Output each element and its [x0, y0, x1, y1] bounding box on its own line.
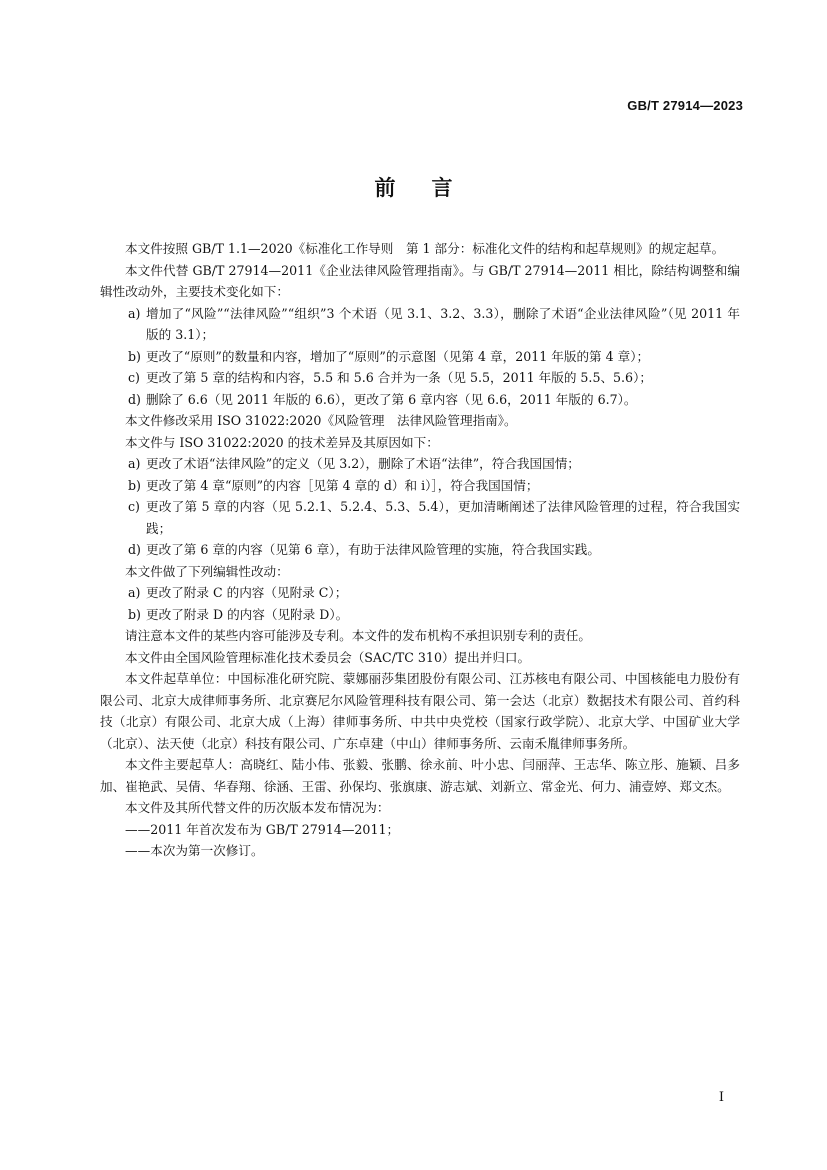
history-item: ——本次为第一次修订。 — [125, 843, 264, 858]
list-marker: c) — [128, 370, 140, 385]
list-item — [100, 346, 740, 368]
list-item-text: 更改了第 5 章的内容（见 5.2.1、5.2.4、5.3、5.4），更加清晰阐述了法律风险管理的过程，符合我国实践； — [146, 499, 740, 536]
list-item — [100, 496, 740, 539]
list-item-text: 更改了术语“法律风险”的定义（见 3.2），删除了术语“法律”，符合我国国情； — [146, 456, 580, 471]
paragraph-differences-intro: 本文件与 ISO 31022:2020 的技术差异及其原因如下： — [125, 434, 439, 450]
list-item-text: 更改了第 6 章的内容（见第 6 章），有助于法律风险管理的实施，符合我国实践。 — [146, 542, 600, 557]
list-item — [100, 453, 740, 475]
paragraph-editorial-intro: 本文件做了下列编辑性改动： — [125, 563, 289, 579]
list-marker: a) — [128, 456, 141, 471]
technical-differences-list — [100, 453, 740, 561]
foreword-body — [100, 238, 740, 862]
paragraph-drafting-units: 本文件起草单位：中国标准化研究院、蒙娜丽莎集团股份有限公司、江苏核电有限公司、中国核能电力股份有限公司、北京大成律师事务所、北京赛尼尔风险管理科技有限公司、第一会达（北京）数据技术有限公司、首约科技（北京）有限公司、北京大成（上海）律师事务所、中共中央党校（国家行政学院）、北京大学、中国矿业大学（北京）、法天使（北京）科技有限公司、广东卓建（中山）律师事务所、云南禾胤律师事务所。 — [100, 671, 740, 751]
history-item: ——2011 年首次发布为 GB/T 27914—2011； — [125, 821, 400, 837]
technical-changes-list — [100, 303, 740, 411]
list-marker: c) — [128, 499, 140, 514]
list-item-text: 更改了第 5 章的结构和内容，5.5 和 5.6 合并为一条（见 5.5，2011 年版的 5.5、5.6）； — [146, 370, 652, 385]
list-item-text: 更改了附录 D 的内容（见附录 D）。 — [146, 606, 349, 622]
list-item-text: 更改了附录 C 的内容（见附录 C）； — [146, 585, 348, 600]
paragraph-drafting-rules: 本文件按照 GB/T 1.1—2020《标准化工作导则 第 1 部分：标准化文件的结构和起草规则》的规定起草。 — [125, 241, 725, 256]
paragraph-history-intro: 本文件及其所代替文件的历次版本发布情况为： — [125, 800, 390, 815]
list-item — [100, 303, 740, 346]
list-marker: d) — [128, 391, 141, 407]
list-marker: b) — [128, 477, 141, 493]
list-item — [100, 539, 740, 561]
page-title: 前言 — [374, 176, 489, 200]
list-item-text: 增加了“风险”“法律风险”“组织”3 个术语（见 3.1、3.2、3.3），删除了术语“企业法律风险”（见 2011 年版的 3.1）； — [146, 305, 740, 342]
version-history-list — [100, 819, 740, 862]
paragraph-drafters: 本文件主要起草人：高晓红、陆小伟、张毅、张鹏、徐永前、叶小忠、闫丽萍、王志华、陈立彤、施颖、吕多加、崔艳武、吴倩、华春翔、徐涵、王雷、孙保均、张旗康、游志斌、刘新立、常金光、何力、浦壹婷、郑文杰。 — [100, 757, 740, 794]
list-item — [100, 475, 740, 497]
list-item-text: 更改了“原则”的数量和内容，增加了“原则”的示意图（见第 4 章，2011 年版的第 4 章）； — [146, 348, 650, 364]
list-item — [100, 604, 740, 626]
list-item — [100, 367, 740, 389]
list-item-text: 删除了 6.6（见 2011 年版的 6.6），更改了第 6 章内容（见 6.6，2011 年版的 6.7）。 — [146, 391, 637, 407]
list-item — [100, 389, 740, 411]
page-number: I — [718, 1090, 724, 1105]
list-marker: b) — [128, 606, 141, 622]
list-marker: a) — [128, 585, 141, 600]
list-item-text: 更改了第 4 章“原则”的内容［见第 4 章的 d）和 i）］，符合我国国情； — [146, 477, 539, 493]
list-item — [100, 582, 740, 604]
paragraph-replacement: 本文件代替 GB/T 27914—2011《企业法律风险管理指南》。与 GB/T 27914—2011 相比，除结构调整和编辑性改动外，主要技术变化如下： — [100, 262, 740, 299]
paragraph-patent-notice: 请注意本文件的某些内容可能涉及专利。本文件的发布机构不承担识别专利的责任。 — [125, 628, 591, 643]
paragraph-adoption: 本文件修改采用 ISO 31022:2020《风险管理 法律风险管理指南》。 — [125, 413, 517, 428]
list-marker: d) — [128, 542, 141, 557]
list-marker: a) — [128, 305, 141, 321]
standard-code: GB/T 27914—2023 — [627, 98, 743, 113]
list-marker: b) — [128, 348, 141, 364]
editorial-changes-list — [100, 582, 740, 625]
paragraph-proposer: 本文件由全国风险管理标准化技术委员会（SAC/TC 310）提出并归口。 — [125, 649, 531, 665]
